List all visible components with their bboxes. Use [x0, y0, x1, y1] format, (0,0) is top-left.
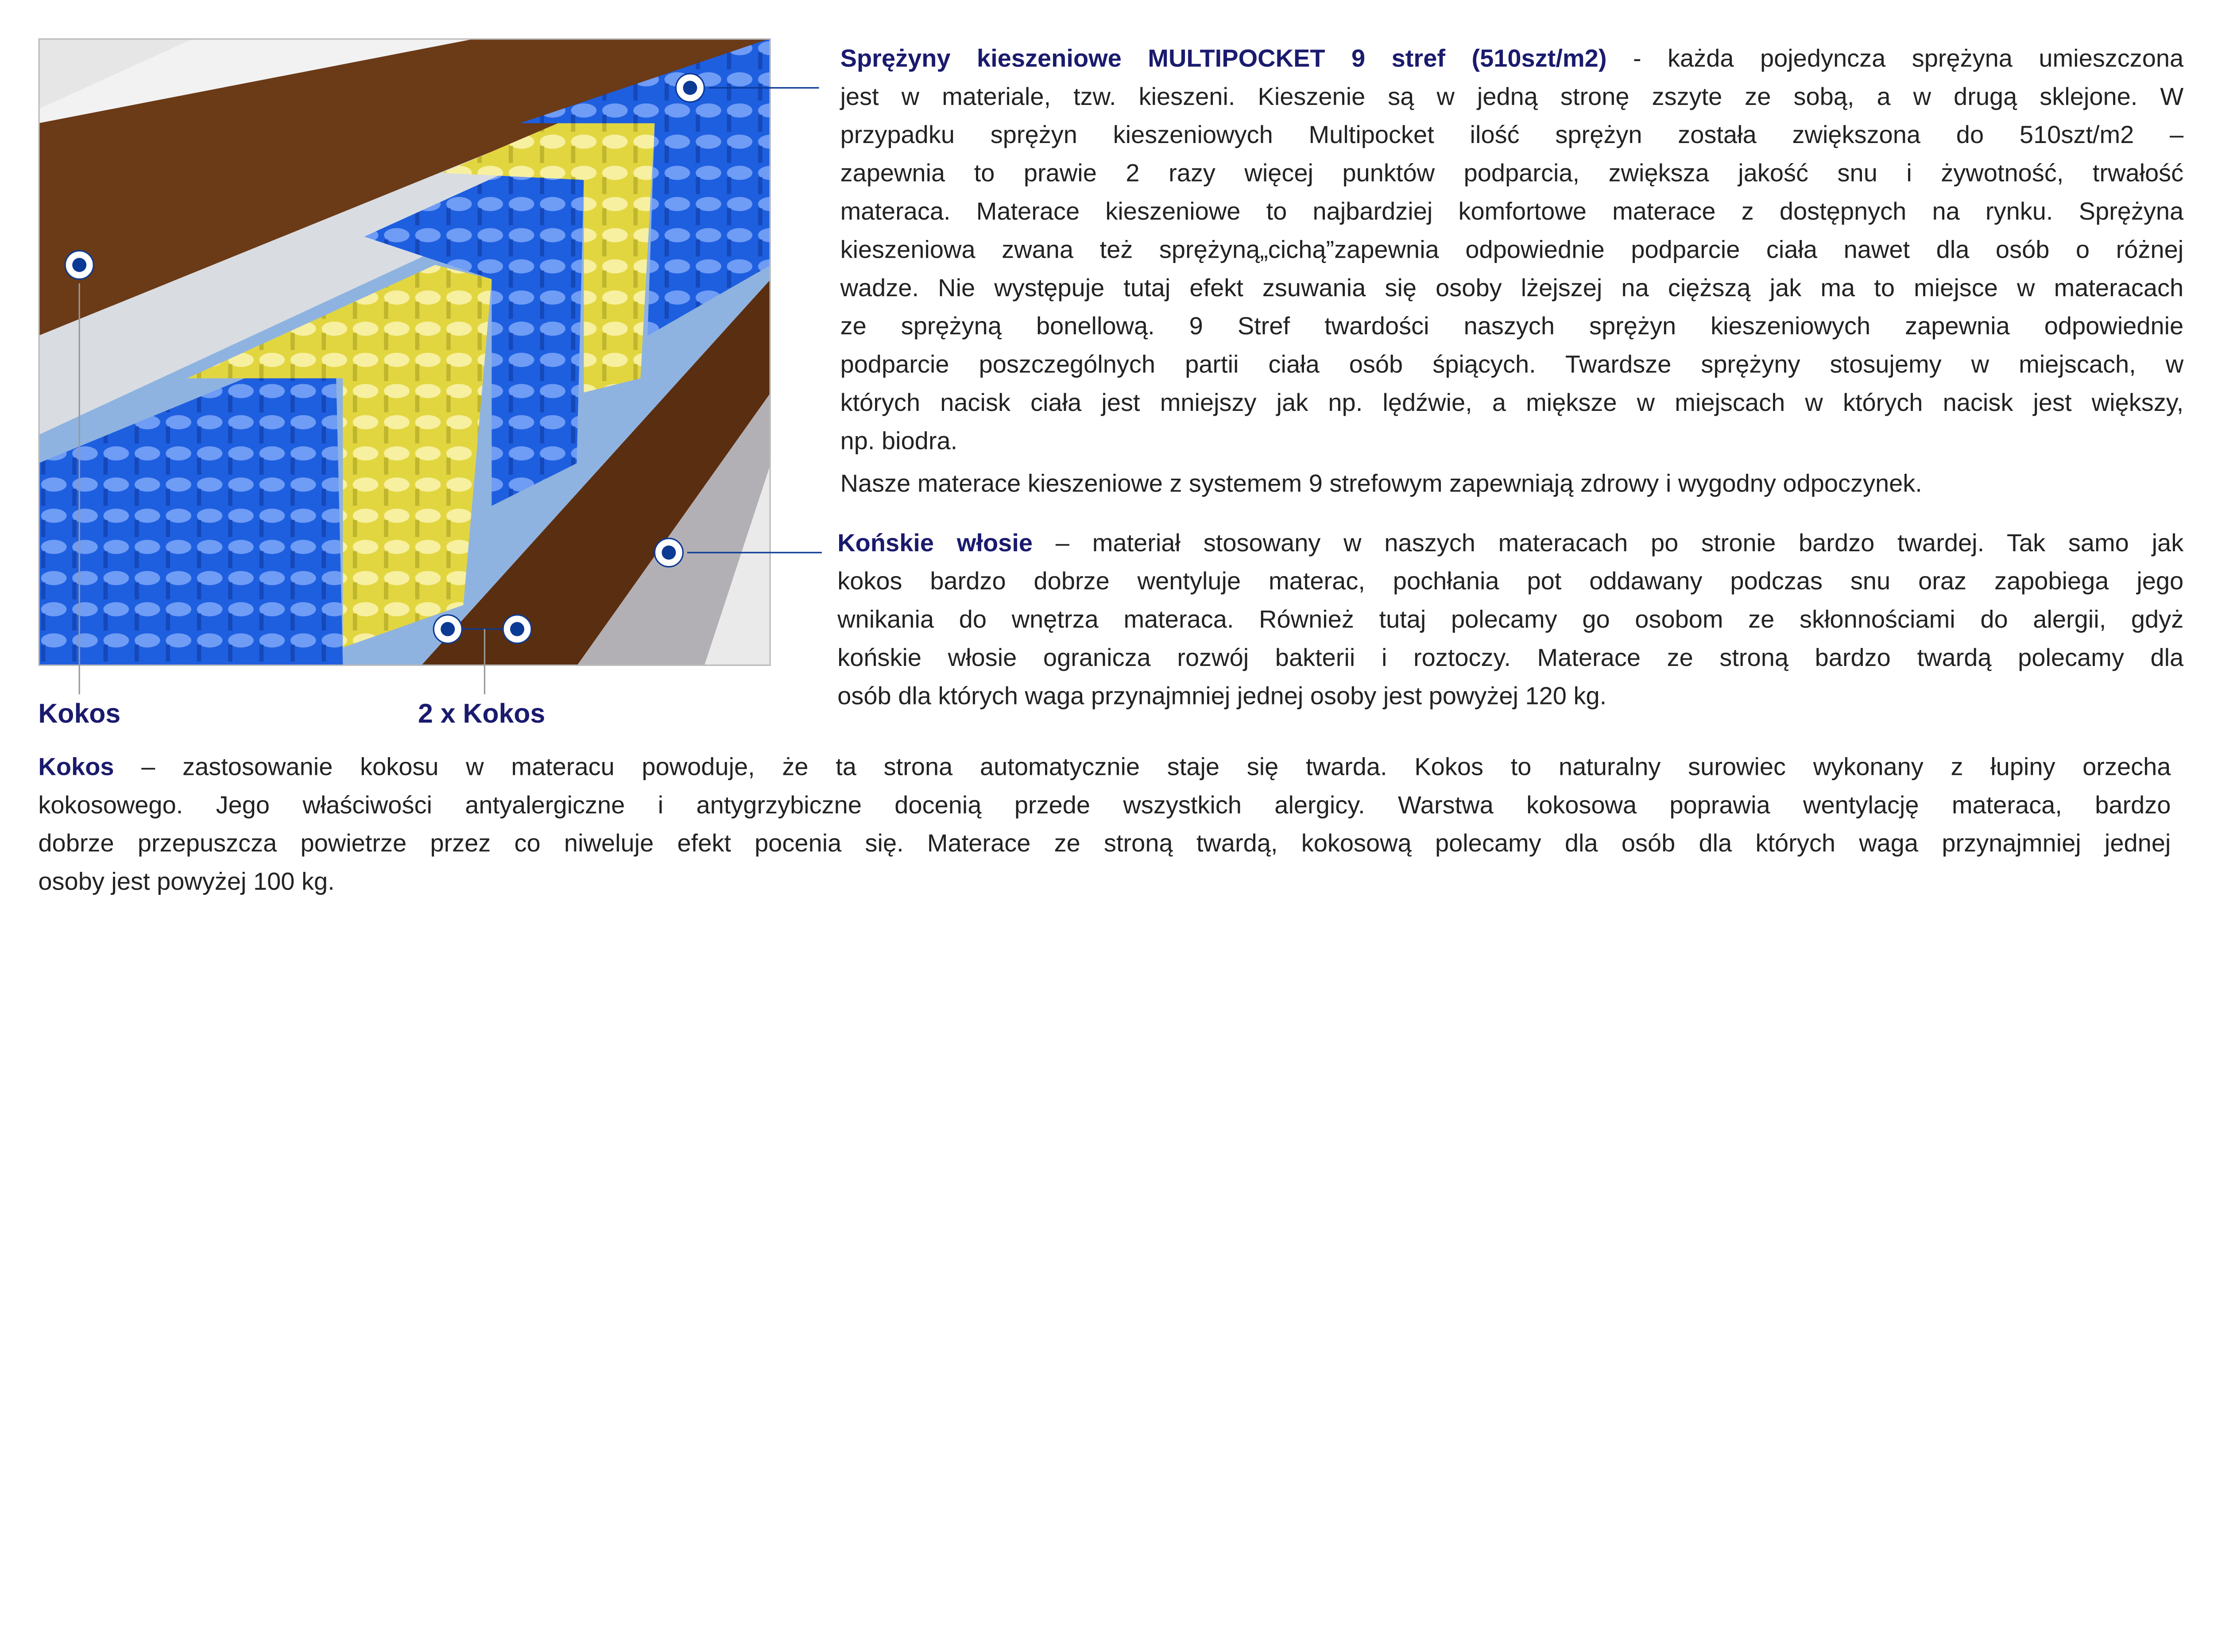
marker-icon [676, 74, 704, 102]
springs-title: Sprężyny kieszeniowe MULTIPOCKET 9 stref (510szt/m2) [840, 44, 1607, 73]
horsehair-title: Końskie włosie [837, 528, 1033, 557]
coconut-description: Kokos – zastosowanie kokosu w materacu powoduje, że ta strona automatycznie staje się twarda. Kokos to naturalny surowiec wykonany z łupiny orzecha kokosowego. Jego właściwości antyalergiczne i antygrzybiczne docenią przede wszystkich alergicy. Warstwa kokosowa poprawia wentylację materaca, bardzo dobrze przepuszcza powietrze przez co niweluje efekt pocenia się. Materace ze stroną twardą, kokosową polecamy dla osób dla których waga przynajmniej jednej osoby jest powyżej 100 kg. [38, 752, 2171, 896]
marker-icon [434, 615, 462, 643]
springs-description: Sprężyny kieszeniowe MULTIPOCKET 9 stref (510szt/m2) - każda pojedyncza sprężyna umieszczona jest w materiale, tzw. kieszeni. Kieszenie są w jedną stronę zszyte ze sobą, a w drugą sklejone. W przypadku sprężyn kieszeniowych Multipocket ilość sprężyn została zwiększona do 510szt/m2 – zapewnia to prawie 2 razy więcej punktów podparcia, zwiększa jakość snu i żywotność, trwałość materaca. Materace kieszeniowe to najbardziej komfortowe materace z dostępnych na rynku. Sprężyna kieszeniowa zwana też sprężyną„cichą”zapewnia odpowiednie podparcie ciała nawet dla osób o różnej wadze. Nie występuje tutaj efekt zsuwania się osoby lżejszej na cięższą jak ma to miejsce w materacach ze sprężyną bonellową. 9 Stref twardości naszych sprężyn kieszeniowych zapewnia odpowiednie podparcie poszczególnych partii ciała osób śpiących. Twardsze sprężyny stosujemy w miejscach, w których nacisk ciała jest mniejszy jak np. lędźwie, a miększe w miejscach w których nacisk jest większy, np. biodra. Nasze materace kieszeniowe z systemem 9 strefowym zapewniają zdrowy i wygodny odpoczynek. [840, 40, 2184, 503]
marker-icon [65, 251, 93, 279]
horsehair-description: Końskie włosie – materiał stosowany w naszych materacach po stronie bardzo twardej. Tak samo jak kokos bardzo dobrze wentyluje materac, pochłania pot oddawany podczas snu oraz zapobiega jego wnikania do wnętrza materaca. Również tutaj polecamy go osobom ze skłonnościami do alergii, gdyż końskie włosie ogranicza rozwój bakterii i roztoczy. Materace ze stroną bardzo twardą polecamy dla osób dla których waga przynajmniej jednej osoby jest powyżej 120 kg. [837, 528, 2184, 710]
springs-closing: Nasze materace kieszeniowe z systemem 9 strefowym zapewniają zdrowy i wygodny odpoczynek. [840, 469, 1922, 498]
label-2x-kokos: 2 x Kokos [418, 700, 546, 730]
label-kokos: Kokos [38, 700, 121, 730]
coconut-title: Kokos [38, 752, 114, 781]
marker-icon [503, 615, 531, 643]
marker-icon [654, 538, 683, 567]
